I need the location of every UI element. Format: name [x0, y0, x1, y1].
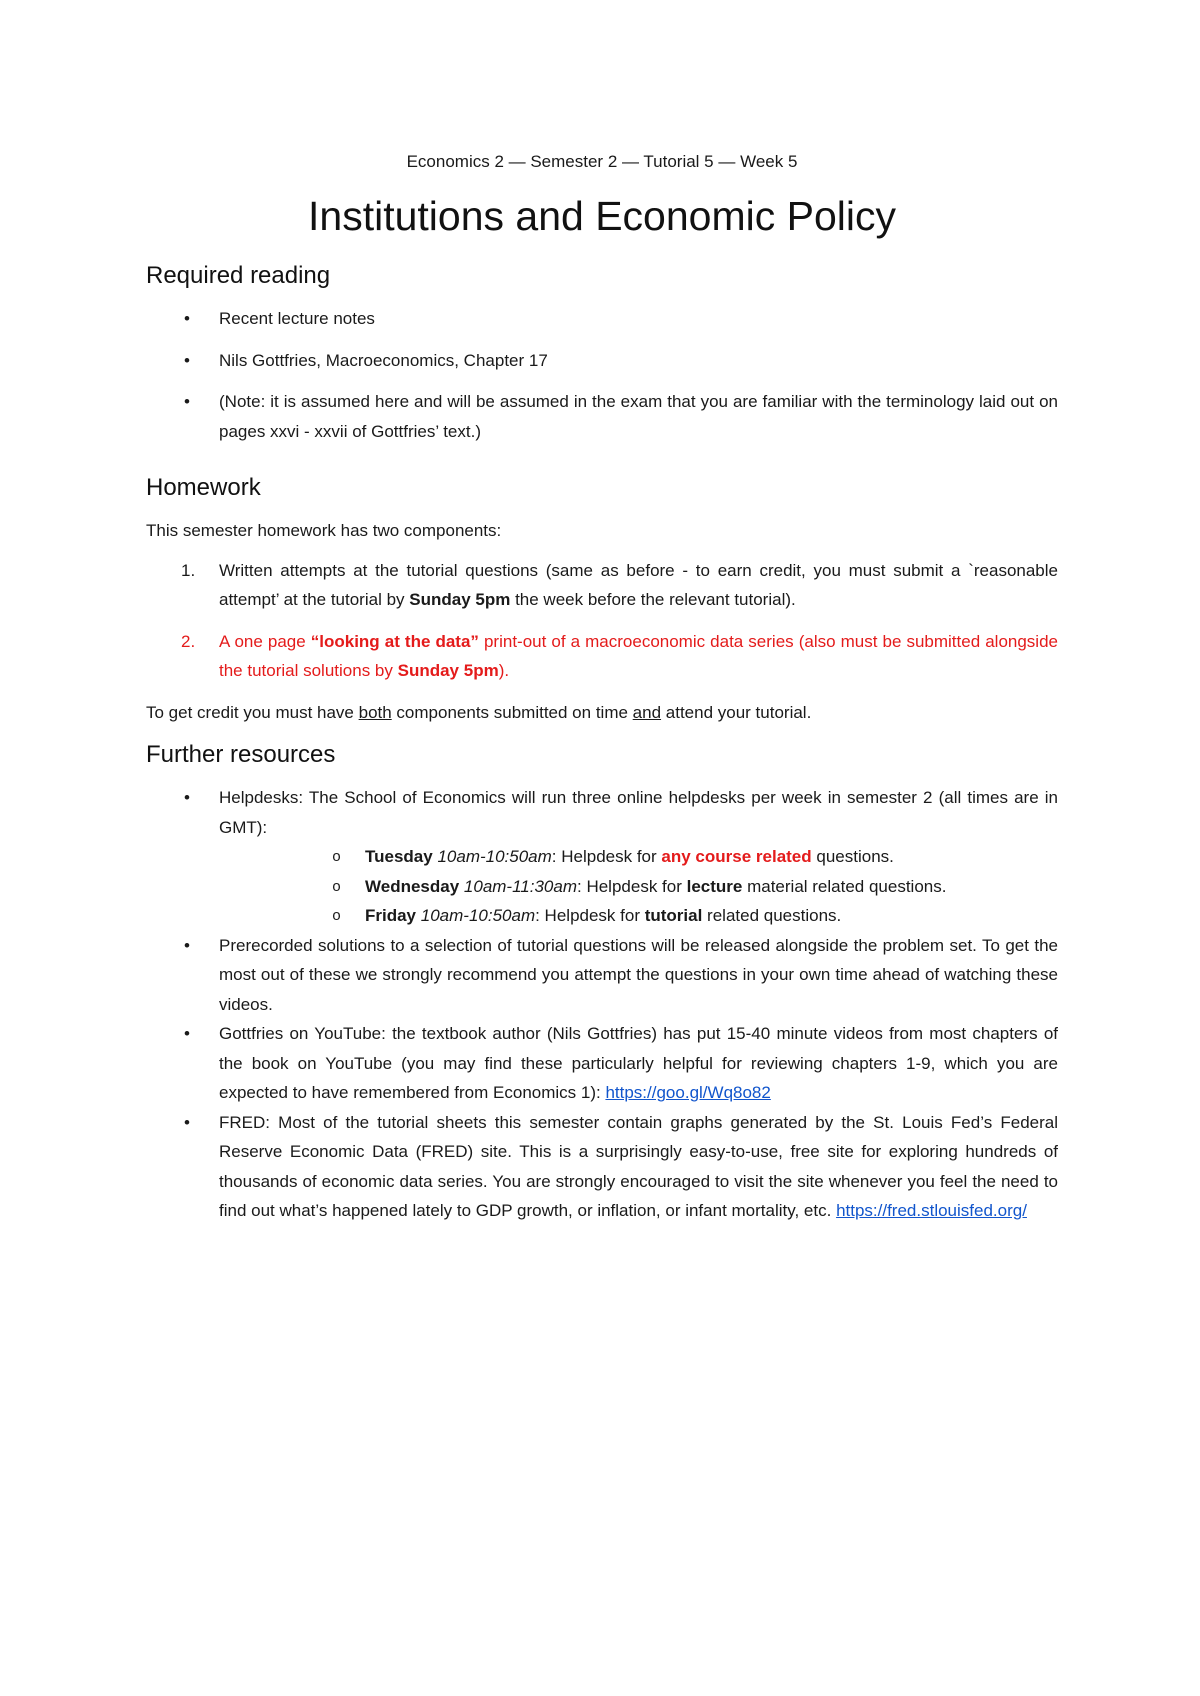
fred-link[interactable]: https://fred.stlouisfed.org/: [836, 1201, 1027, 1220]
youtube-link[interactable]: https://goo.gl/Wq8o82: [605, 1083, 771, 1102]
session-text: : Helpdesk for: [551, 847, 662, 866]
session-day: Friday: [365, 906, 417, 925]
fred-text: FRED: Most of the tutorial sheets this semester contain graphs generated by the St. Louis Fed’s Federal Reserve Economic Data (FRED) site. This is a surprisingly easy-to-use, free site for exploring hundreds of thousands of economic data series. You are strongly encouraged to visit the site whenever you feel the need to find out what’s happened lately to GDP growth, or inflation, or infant mortality, etc.: [219, 1112, 1058, 1220]
credit-note: [146, 698, 1058, 728]
homework-item-text: A one page: [219, 631, 311, 651]
homework-item-written: [146, 556, 1058, 615]
session-text: material related questions.: [742, 876, 947, 896]
helpdesks-item: [146, 783, 1058, 931]
session-day: Wednesday: [365, 876, 460, 896]
document-page: [146, 150, 1058, 1242]
list-number: 1.: [181, 560, 196, 580]
session-text: questions.: [811, 847, 894, 866]
fred-item: [146, 1108, 1058, 1226]
underlined-both: both: [358, 702, 392, 722]
further-resources-list: [146, 783, 1058, 1226]
deadline-emphasis: Sunday 5pm: [397, 661, 499, 680]
session-day: Tuesday: [365, 847, 433, 866]
homework-item-data: [146, 627, 1058, 686]
youtube-item: [146, 1019, 1058, 1108]
list-number: 2.: [181, 631, 196, 651]
homework-item-text: the week before the relevant tutorial).: [510, 590, 796, 609]
helpdesk-session-wednesday: [219, 872, 1058, 902]
required-reading-list: [146, 304, 1058, 446]
homework-item-text: ).: [498, 661, 510, 680]
session-text: : Helpdesk for: [577, 876, 687, 896]
deadline-emphasis: Sunday 5pm: [409, 590, 511, 609]
session-emphasis: any course related: [661, 847, 812, 866]
homework-intro: This semester homework has two components:: [146, 521, 502, 540]
session-emphasis: lecture: [686, 876, 743, 896]
further-resources-heading: Further resources: [146, 741, 336, 768]
homework-item-text: print-out of a macroeconomic data series (also must be submitted alongside the tutorial solutions by: [219, 631, 1058, 680]
session-text: related questions.: [702, 906, 842, 925]
credit-note-text: attend your tutorial.: [661, 702, 812, 722]
list-item: • (Note: it is assumed here and will be assumed in the exam that you are familiar with the terminology laid out on pages xxvi - xxvii of Gottfries’ text.): [146, 387, 1058, 446]
session-time: 10am-11:30am: [463, 876, 577, 896]
session-time: 10am-10:50am: [437, 847, 552, 866]
credit-note-text: To get credit you must have: [146, 702, 359, 722]
list-item: • Recent lecture notes: [146, 304, 1058, 334]
course-line: Economics 2 — Semester 2 — Tutorial 5 — Week 5: [406, 152, 798, 171]
homework-item-text: Written attempts at the tutorial questions (same as before - to earn credit, you must submit a `reasonable attempt’ at the tutorial by: [219, 560, 1058, 609]
prerecorded-solutions-item: • Prerecorded solutions to a selection of tutorial questions will be released alongside the problem set. To get the most out of these we strongly recommend you attempt the questions in your own time ahead of watching these videos.: [146, 931, 1058, 1020]
helpdesk-session-tuesday: [219, 842, 1058, 872]
required-reading-heading: Required reading: [146, 262, 331, 289]
youtube-text: Gottfries on YouTube: the textbook author (Nils Gottfries) has put 15-40 minute videos from most chapters of the book on YouTube (you may find these particularly helpful for reviewing chapters 1-9, which you are expected to have remembered from Economics 1):: [219, 1024, 1058, 1102]
underlined-and: and: [632, 702, 662, 722]
list-item: • Nils Gottfries, Macroeconomics, Chapter 17: [146, 346, 1058, 376]
looking-at-data-emphasis: “looking at the data”: [310, 631, 479, 651]
homework-list: [146, 556, 1058, 686]
credit-note-text: components submitted on time: [391, 702, 633, 722]
helpdesk-sessions: [219, 842, 1058, 931]
helpdesks-intro: Helpdesks: The School of Economics will run three online helpdesks per week in semester 2 (all times are in GMT):: [219, 788, 1058, 837]
session-text: : Helpdesk for: [535, 906, 645, 925]
helpdesk-session-friday: [219, 901, 1058, 931]
session-time: 10am-10:50am: [420, 906, 536, 925]
page-title: Institutions and Economic Policy: [308, 193, 896, 239]
session-emphasis: tutorial: [644, 906, 703, 925]
homework-heading: Homework: [146, 474, 261, 501]
